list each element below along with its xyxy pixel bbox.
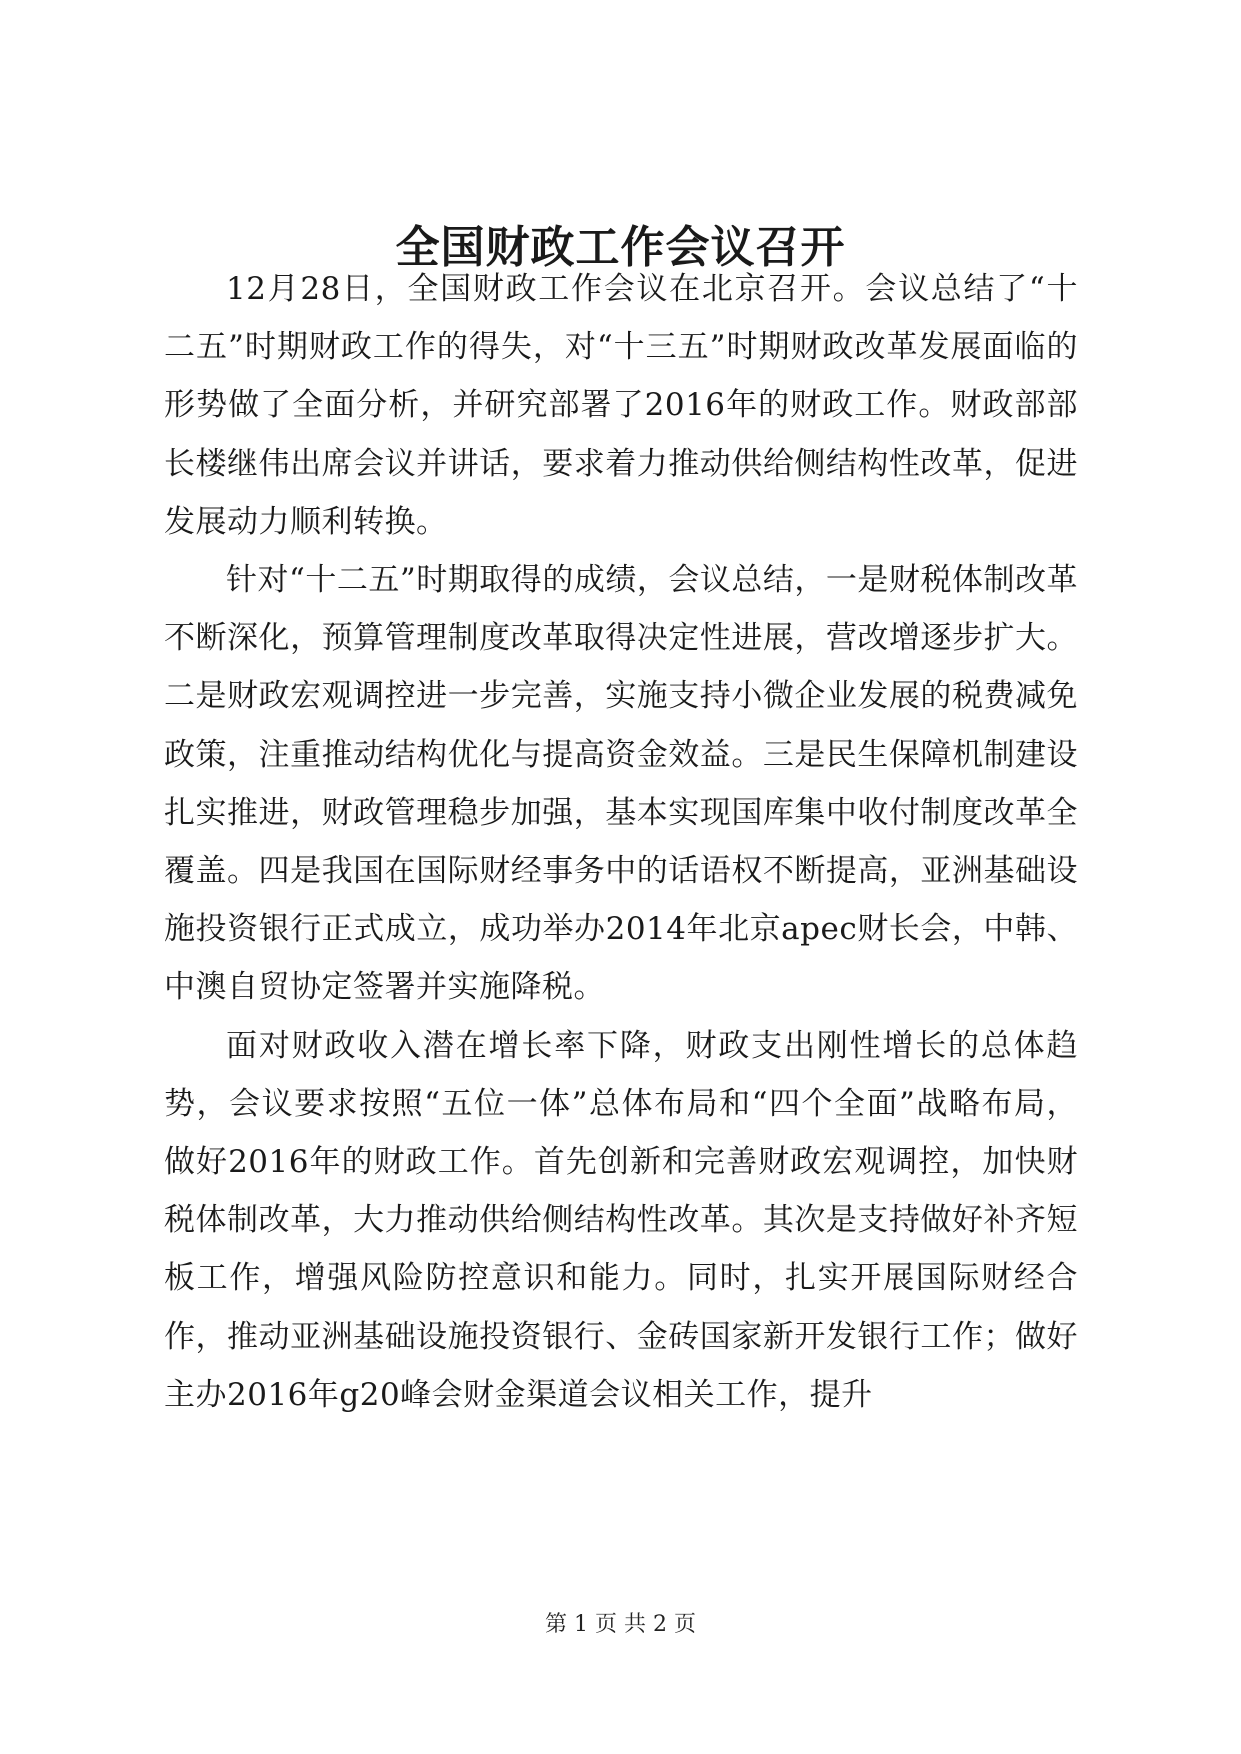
paragraph-1: 12月28日，全国财政工作会议在北京召开。会议总结了“十二五”时期财政工作的得失，对“十三五”时期财政改革发展面临的形势做了全面分析，并研究部署了2016年的财政工作。财政部部长楼继伟出席会议并讲话，要求着力推动供给侧结构性改革，促进发展动力顺利转换。 xyxy=(164,271,1078,540)
document-body xyxy=(164,260,1078,1424)
page-footer: 第 1 页 共 2 页 xyxy=(545,1612,696,1637)
paragraph-3: 面对财政收入潜在增长率下降，财政支出刚性增长的总体趋势，会议要求按照“五位一体”总体布局和“四个全面”战略布局，做好2016年的财政工作。首先创新和完善财政宏观调控，加快财税体制改革，大力推动供给侧结构性改革。其次是支持做好补齐短板工作，增强风险防控意识和能力。同时，扎实开展国际财经合作，推动亚洲基础设施投资银行、金砖国家新开发银行工作；做好主办2016年g20峰会财金渠道会议相关工作，提升 xyxy=(164,1027,1078,1413)
document-title: 全国财政工作会议召开 xyxy=(395,222,846,273)
paragraph-2: 针对“十二五”时期取得的成绩，会议总结，一是财税体制改革不断深化，预算管理制度改革取得决定性进展，营改增逐步扩大。二是财政宏观调控进一步完善，实施支持小微企业发展的税费减免政策，注重推动结构优化与提高资金效益。三是民生保障机制建设扎实推进，财政管理稳步加强，基本实现国库集中收付制度改革全覆盖。四是我国在国际财经事务中的话语权不断提高，亚洲基础设施投资银行正式成立，成功举办2014年北京apec财长会，中韩、中澳自贸协定签署并实施降税。 xyxy=(164,562,1078,1006)
